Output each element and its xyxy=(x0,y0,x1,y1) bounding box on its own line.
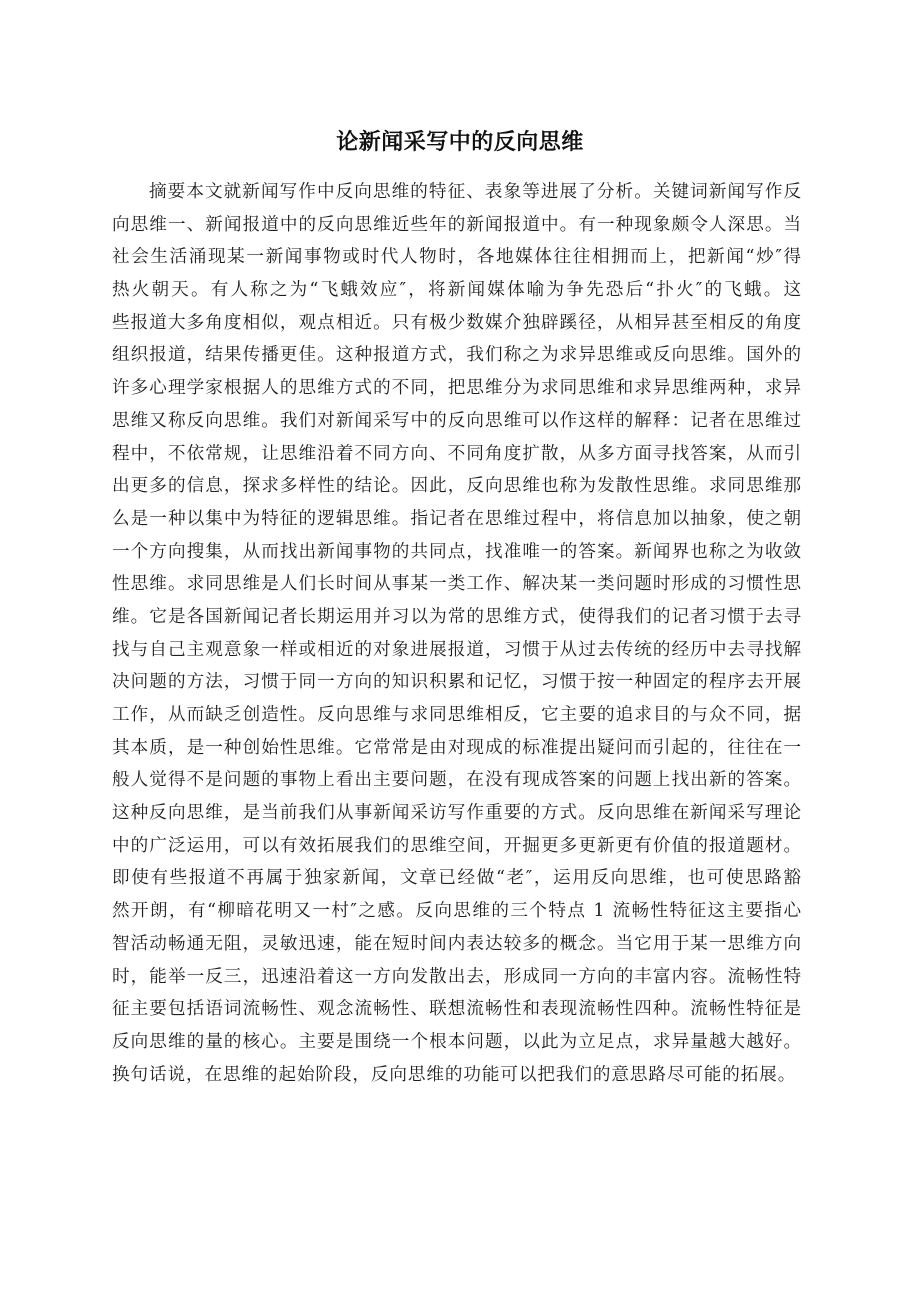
body-line: 时，能举一反三，迅速沿着这一方向发散出去，形成同一方向的丰富内容。流畅性特 xyxy=(112,966,802,987)
body-line: 然开朗，有“柳暗花明又一村″之感。反向思维的三个特点 1 流畅性特征这主要指心 xyxy=(112,901,802,922)
body-line: 向思维一、新闻报道中的反向思维近些年的新闻报道中。有一种现象颇令人深思。当 xyxy=(112,214,802,235)
body-line: 工作，从而缺乏创造性。反向思维与求同思维相反，它主要的追求目的与众不同，据 xyxy=(112,705,802,725)
body-line: 反向思维的量的核心。主要是围绕一个根本问题，以此为立足点，求异量越大越好。 xyxy=(112,1031,802,1052)
document-title: 论新闻采写中的反向思维 xyxy=(336,129,584,155)
body-line: 维。它是各国新闻记者长期运用并习以为常的思维方式，使得我们的记者习惯于去寻 xyxy=(112,606,802,627)
body-line: 么是一种以集中为特征的逻辑思维。指记者在思维过程中，将信息加以抽象，使之朝 xyxy=(112,508,802,529)
body-line: 其本质，是一种创始性思维。它常常是由对现成的标准提出疑问而引起的，往往在一 xyxy=(112,737,802,758)
body-line: 般人觉得不是问题的事物上看出主要问题，在没有现成答案的问题上找出新的答案。 xyxy=(112,770,802,791)
body-line: 换句话说，在思维的起始阶段，反向思维的功能可以把我们的意思路尽可能的拓展。 xyxy=(112,1064,797,1085)
body-line: 征主要包括语词流畅性、观念流畅性、联想流畅性和表现流畅性四种。流畅性特征是 xyxy=(112,999,802,1020)
body-line: 社会生活涌现某一新闻事物或时代人物时，各地媒体往往相拥而上，把新闻“炒″得 xyxy=(112,247,802,268)
body-line: 热火朝天。有人称之为“飞蛾效应″，将新闻媒体喻为争先恐后“扑火″的飞蛾。这 xyxy=(112,280,802,301)
body-line: 许多心理学家根据人的思维方式的不同，把思维分为求同思维和求异思维两种，求异 xyxy=(112,378,802,399)
body-line: 出更多的信息，探求多样性的结论。因此，反向思维也称为发散性思维。求同思维那 xyxy=(112,476,802,497)
body-line: 组织报道，结果传播更佳。这种报道方式，我们称之为求异思维或反向思维。国外的 xyxy=(112,345,802,366)
body-line: 找与自己主观意象一样或相近的对象进展报道，习惯于从过去传统的经历中去寻找解 xyxy=(112,639,802,660)
body-line: 性思维。求同思维是人们长时间从事某一类工作、解决某一类问题时形成的习惯性思 xyxy=(112,574,802,595)
body-line: 这种反向思维，是当前我们从事新闻采访写作重要的方式。反向思维在新闻采写理论 xyxy=(112,803,802,824)
document-body xyxy=(112,176,802,1091)
body-line: 智活动畅通无阻，灵敏迅速，能在短时间内表达较多的概念。当它用于某一思维方向 xyxy=(112,933,802,954)
body-line: 一个方向搜集，从而找出新闻事物的共同点，找准唯一的答案。新闻界也称之为收敛 xyxy=(112,541,802,562)
body-line: 中的广泛运用，可以有效拓展我们的思维空间，开掘更多更新更有价值的报道题材。 xyxy=(112,835,802,856)
body-line: 摘要本文就新闻写作中反向思维的特征、表象等进展了分析。关键词新闻写作反 xyxy=(149,182,802,202)
body-line: 思维又称反向思维。我们对新闻采写中的反向思维可以作这样的解释：记者在思维过 xyxy=(112,410,802,431)
body-line: 程中，不依常规，让思维沿着不同方向、不同角度扩散，从多方面寻找答案，从而引 xyxy=(112,443,802,464)
body-line: 即使有些报道不再属于独家新闻，文章已经做“老″，运用反向思维，也可使思路豁 xyxy=(112,868,802,889)
body-line: 些报道大多角度相似，观点相近。只有极少数媒介独辟蹊径，从相异甚至相反的角度 xyxy=(112,312,802,333)
body-line: 决问题的方法，习惯于同一方向的知识积累和记忆，习惯于按一种固定的程序去开展 xyxy=(112,672,802,693)
